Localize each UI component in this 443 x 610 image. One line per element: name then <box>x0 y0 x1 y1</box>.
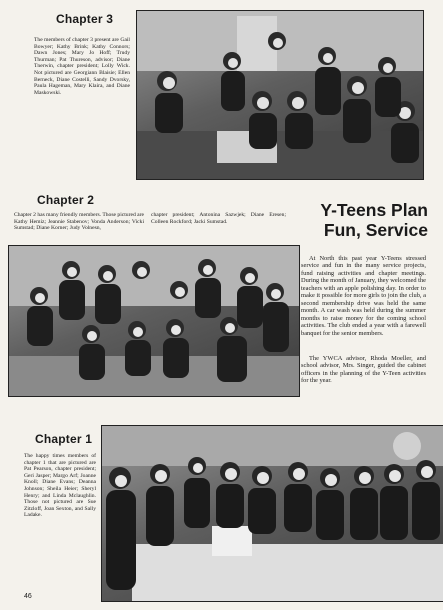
chapter-2-photo <box>8 245 300 397</box>
chapter-2-caption-right: chapter president; Antonina Sazwjek; Diane Eresen; Colleen Rockford; Jacki Sumstad. <box>151 212 286 225</box>
chapter-2-heading: Chapter 2 <box>37 193 95 207</box>
chapter-3-heading: Chapter 3 <box>56 12 114 26</box>
chapter-1-heading: Chapter 1 <box>35 432 93 446</box>
article-body: At North this past year Y-Teens stressed service and fun in the many service projects, fund raising activities and chapter meetings. During the month of January, they welcomed the teachers with an apple polishing day. In order to make it possible for more girls to join the club, a second membership drive was held the same month. A car wash was held during the summer months to raise money for the coming school activities. The club ended a year with a farewell banquet for the senior members. <box>301 255 426 337</box>
headline-line-1: Y-Teens Plan <box>320 200 428 220</box>
chapter-2-caption-left: Chapter 2 has many friendly members. Those pictured are Kathy Hemiz; Jeannie Stabenov; Vonda Anderson; Vicki Sumstad; Diane Korner; Judy Volnesn, <box>14 212 144 232</box>
article-headline <box>300 200 428 240</box>
chapter-1-caption: The happy times members of chapter 1 that are pictured are Pat Pearson, chapter president; Geri Jasper; Margo Arf; Joanne Knoll; Diane Evans; Deanna Johnson; Sheila Heier; Sheryl Henry; and Linda Mclaughlin. Those not pictured are Sue Zitzloff, Joan Sexton, and Sally Ladake. <box>24 453 96 519</box>
chapter-3-caption: The members of chapter 3 present are Gail Bowyer; Kathy Brink; Kathy Connors; Dawn Jones; Mary Jo Hoff; Trudy Thurman; Pat Thureson, advisor; Diane Tnerwin, chapter president; Lolly Wick. Not pictured are Georgiann Blaisie; Ellen Berneck, Diane Costelli, Sandy Dvorsky, Paula Hageman, Mary Klaira, and Diane Maskowski. <box>34 37 130 96</box>
article-body-2: The YWCA advisor, Rhoda Moeller, and school advisor, Mrs. Singer, guided the cabinet officers in the planning of the Y-Teen activities for the year. <box>301 355 426 385</box>
headline-line-2: Fun, Service <box>323 220 428 240</box>
chapter-3-photo <box>136 10 424 180</box>
page-number: 46 <box>24 593 32 600</box>
chapter-1-photo <box>101 425 443 602</box>
